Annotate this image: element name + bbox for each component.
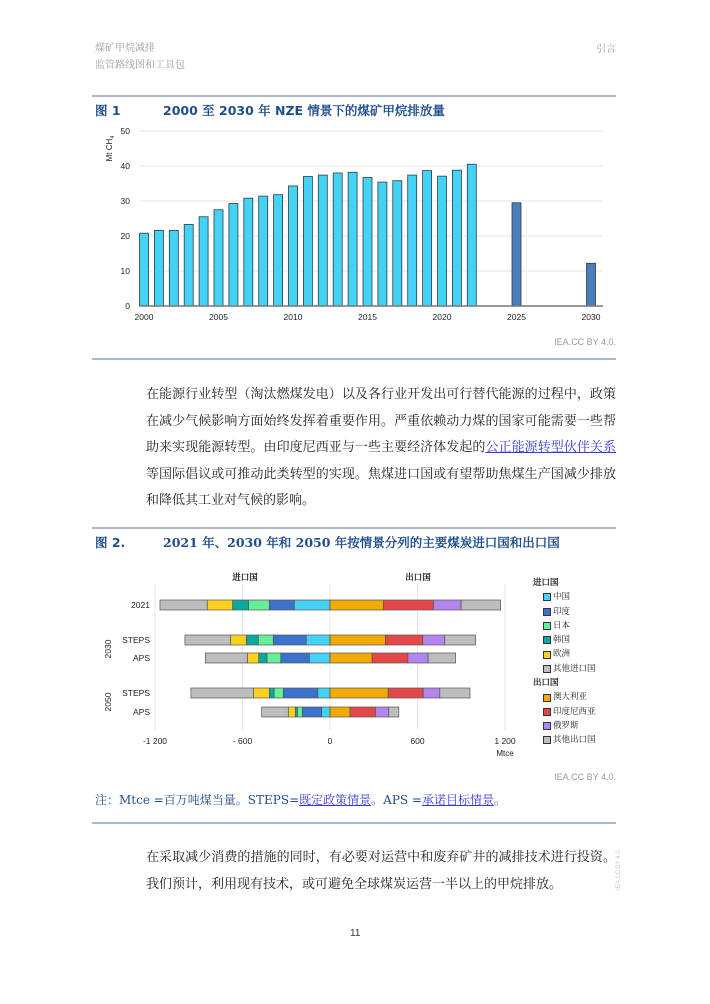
legend-importers-heading: 进口国 xyxy=(533,578,559,588)
paragraph-text: 在能源行业转型（淘汰燃煤发电）以及各行业开发出可行替代能源的过程中，政策在减少气候影响方面始终发挥着重要作用。严重依赖动力煤的国家可能需要一些帮助来实现能源转型。由印度尼西亚与一些主要经济体发起的 xyxy=(146,387,616,455)
body-paragraph-2: 在采取减少消费的措施的同时，有必要对运营中和废弃矿井的减排技术进行投资。我们预计，利用现有技术，或可避免全球煤炭运营一半以上的甲烷排放。 xyxy=(146,850,616,892)
exporter-legend-item xyxy=(533,705,596,719)
side-credit: IEA.CC BY 4.0. xyxy=(616,848,622,890)
importer-legend-item xyxy=(533,605,596,619)
bar-segment-exporter xyxy=(330,653,372,663)
x-tick-label: 2000 xyxy=(134,312,154,322)
bar-segment-importer xyxy=(283,688,317,698)
legend-label: 韩国 xyxy=(553,635,571,646)
legend-label: 欧洲 xyxy=(553,649,571,660)
figure1-label: 图 1 xyxy=(95,103,121,118)
bar-segment-exporter xyxy=(461,600,501,610)
importer-legend-item xyxy=(533,647,596,661)
y-tick-label: 0 xyxy=(125,301,130,311)
bar-segment-exporter xyxy=(330,707,350,717)
x-tick-label: 2030 xyxy=(581,312,601,322)
bar-segment-importer xyxy=(258,635,273,645)
note-text: 。APS = xyxy=(371,793,422,807)
importer-legend-item xyxy=(533,590,596,604)
bar-segment-importer xyxy=(233,600,249,610)
legend-swatch xyxy=(543,651,551,659)
figure2-credit: IEA.CC BY 4.0. xyxy=(554,772,616,782)
legend-label: 印度 xyxy=(553,606,571,617)
bar-segment-exporter xyxy=(428,653,455,663)
x-tick-label: 1 200 xyxy=(494,736,516,746)
legend-label: 澳大利亚 xyxy=(553,692,588,703)
bar-segment-importer xyxy=(302,707,321,717)
row-label: 2021 xyxy=(131,600,150,610)
exporter-legend-item xyxy=(533,719,596,733)
bar-segment-importer xyxy=(247,653,258,663)
x-tick-label: 2025 xyxy=(507,312,526,322)
legend-label: 其他进口国 xyxy=(553,663,596,674)
bar-segment-importer xyxy=(191,688,254,698)
bar-segment-exporter xyxy=(445,635,476,645)
y-tick-label: 30 xyxy=(120,196,130,206)
bar-segment-importer xyxy=(274,688,283,698)
y-tick-label: 50 xyxy=(120,126,130,136)
bar-segment-importer xyxy=(322,707,330,717)
exporter-legend-item xyxy=(533,733,596,747)
legend-label: 中国 xyxy=(553,592,571,603)
figure2-label: 图 2. xyxy=(95,535,126,550)
importer-legend-item xyxy=(533,619,596,633)
bar-segment-exporter xyxy=(330,688,388,698)
legend-label: 俄罗斯 xyxy=(553,720,579,731)
bar-segment-exporter xyxy=(385,635,422,645)
page-number: 11 xyxy=(350,928,361,939)
x-axis-label: Mtce xyxy=(496,749,514,758)
bar-segment-importer xyxy=(259,653,267,663)
y-axis-label: Mt $CH_4$ xyxy=(105,135,116,162)
bar-segment-importer xyxy=(269,688,274,698)
row-label: APS xyxy=(132,707,150,717)
y-tick-label: 20 xyxy=(120,231,130,241)
bar-segment-exporter xyxy=(389,707,399,717)
y-tick-label: 40 xyxy=(120,161,130,171)
bar-segment-exporter xyxy=(423,635,445,645)
row-label: APS xyxy=(132,653,150,663)
bar-segment-importer xyxy=(297,707,302,717)
importer-legend-item xyxy=(533,662,596,676)
bar-segment-exporter xyxy=(423,688,440,698)
x-tick-label: 2010 xyxy=(283,312,303,322)
bar-segment-importer xyxy=(160,600,207,610)
bar-segment-importer xyxy=(306,635,330,645)
x-tick-label: 600 xyxy=(410,736,425,746)
bar-segment-importer xyxy=(246,635,258,645)
bar-segment-importer xyxy=(318,688,330,698)
paragraph-text: 等国际倡议或可推动此类转型的实现。焦煤进口国或有望帮助焦煤生产国减少排放和降低其工业对气候的影响。 xyxy=(146,466,616,508)
bar-segment-importer xyxy=(294,600,330,610)
jetp-link[interactable]: 公正能源转型伙伴关系 xyxy=(485,440,616,455)
bar-segment-importer xyxy=(231,635,247,645)
bar-segment-exporter xyxy=(408,653,428,663)
exporters-header: 出口国 xyxy=(405,572,431,582)
bar-segment-exporter xyxy=(330,600,383,610)
bar-segment-exporter xyxy=(434,600,462,610)
legend-swatch xyxy=(543,608,551,616)
figure2-title: 2021 年、2030 年和 2050 年按情景分列的主要煤炭进口国和出口国 xyxy=(163,535,560,550)
x-tick-label: -1 200 xyxy=(142,736,168,746)
row-label: STEPS xyxy=(122,688,150,698)
legend-label: 印度尼西亚 xyxy=(553,706,596,717)
bar-segment-importer xyxy=(185,635,231,645)
y-tick-label: 10 xyxy=(120,266,130,276)
x-tick-label: 2020 xyxy=(432,312,452,322)
x-tick-label: 2005 xyxy=(209,312,228,322)
bar-segment-importer xyxy=(273,635,306,645)
bar-segment-exporter xyxy=(383,600,433,610)
steps-link[interactable]: 既定政策情景 xyxy=(299,793,372,807)
row-group-label: 2030 xyxy=(103,639,113,659)
bar-segment-exporter xyxy=(388,688,423,698)
figure1-title: 2000 至 2030 年 NZE 情景下的煤矿甲烷排放量 xyxy=(163,103,445,118)
exporter-legend-item xyxy=(533,690,596,704)
bar-segment-importer xyxy=(309,653,330,663)
bar-segment-importer xyxy=(254,688,270,698)
legend-exporters-heading: 出口国 xyxy=(533,678,559,689)
x-tick-label: 2015 xyxy=(358,312,377,322)
row-group-label: 2050 xyxy=(103,692,113,712)
importer-legend-item xyxy=(533,633,596,647)
bar-segment-exporter xyxy=(350,707,375,717)
figure2-legend xyxy=(533,576,596,748)
section-name: 引言 xyxy=(596,44,616,55)
figure1-credit: IEA.CC BY 4.0. xyxy=(554,337,616,347)
figure2-note xyxy=(95,791,506,808)
bar-segment-importer xyxy=(267,653,281,663)
document-title: 煤矿甲烷减排 xyxy=(95,43,155,54)
legend-swatch xyxy=(543,593,551,601)
row-label: STEPS xyxy=(122,635,150,645)
x-tick-label: - 600 xyxy=(232,736,253,746)
legend-swatch xyxy=(543,636,551,644)
legend-label: 日本 xyxy=(553,620,571,631)
bar-segment-importer xyxy=(205,653,247,663)
bar-segment-exporter xyxy=(330,635,385,645)
legend-swatch xyxy=(543,622,551,630)
bar-segment-importer xyxy=(207,600,232,610)
note-text: 注：Mtce =百万吨煤当量。STEPS= xyxy=(95,793,300,807)
legend-swatch xyxy=(543,665,551,673)
legend-swatch xyxy=(543,736,551,744)
bar-segment-exporter xyxy=(440,688,470,698)
bar-segment-exporter xyxy=(372,653,408,663)
legend-label: 其他出口国 xyxy=(553,735,596,746)
importers-header: 进口国 xyxy=(232,572,258,582)
x-tick-label: 0 xyxy=(327,736,333,746)
bar-segment-exporter xyxy=(375,707,388,717)
document-subtitle: 监管路线图和工具包 xyxy=(95,60,185,71)
legend-swatch xyxy=(543,722,551,730)
bar-segment-importer xyxy=(249,600,270,610)
legend-swatch xyxy=(543,694,551,702)
figure2-bottom-rule xyxy=(92,822,616,824)
bar-segment-importer xyxy=(262,707,289,717)
legend-swatch xyxy=(543,708,551,716)
bar-segment-importer xyxy=(288,707,295,717)
aps-link[interactable]: 承诺目标情景 xyxy=(422,793,495,807)
bar-segment-importer xyxy=(281,653,310,663)
note-text: 。 xyxy=(494,793,507,807)
bar-segment-importer xyxy=(269,600,294,610)
